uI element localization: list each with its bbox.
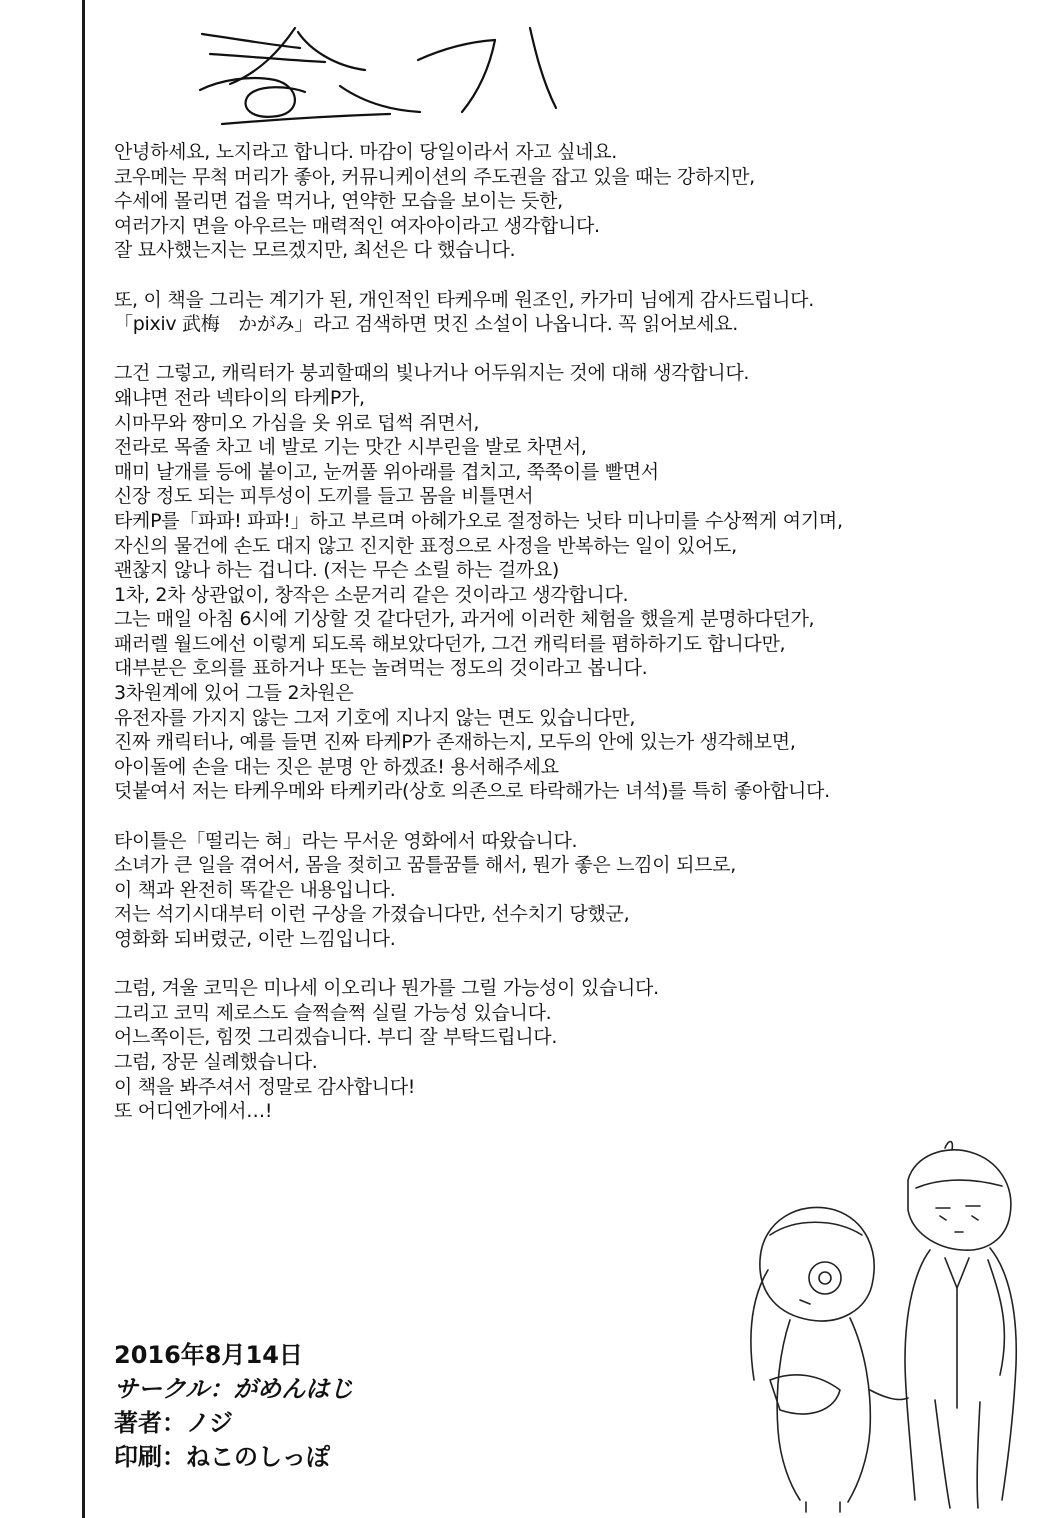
text-line: 전라로 목줄 차고 네 발로 기는 맛간 시부린을 발로 차면서, (114, 436, 587, 459)
text-line: 영화화 되버렸군, 이란 느낌입니다. (114, 928, 396, 950)
text-line: 진짜 캐릭터나, 예를 들면 진짜 타케P가 존재하는지, 모두의 안에 있는가 생각해보면, (114, 731, 796, 754)
text-line: 아이돌에 손을 대는 짓은 분명 안 하겠죠! 용서해주세요 (114, 755, 559, 778)
circle-name: サークル：がめんはじ (114, 1375, 354, 1403)
printer-name: 印刷：ねこのしっぽ (114, 1443, 330, 1471)
paragraph (114, 361, 914, 804)
text-line: 패러렐 월드에선 이렇게 되도록 해보았다던가, 그건 캐릭터를 폄하하기도 합니다만, (114, 632, 786, 655)
text-line: 이 책과 완전히 똑같은 내용입니다. (114, 878, 396, 901)
text-line: 코우메는 무척 머리가 좋아, 커뮤니케이션의 주도권을 잡고 있을 때는 강하지만, (114, 165, 755, 188)
text-line: 또, 이 책을 그리는 계기가 된, 개인적인 타케우메 원조인, 카가미 님에게 감사드립니다. (114, 288, 814, 311)
text-line: 잘 묘사했는지는 모르겠지만, 최선은 다 했습니다. (114, 239, 516, 262)
text-line: 자신의 물건에 손도 대지 않고 진지한 표정으로 사정을 반복하는 일이 있어도, (114, 534, 737, 557)
text-line: 대부분은 호의를 표하거나 또는 놀려먹는 정도의 것이라고 봅니다. (114, 657, 648, 680)
afterword-body (114, 140, 914, 1148)
text-line: 타이틀은「떨리는 혀」라는 무서운 영화에서 따왔습니다. (114, 829, 578, 852)
text-line: 「pixiv 武梅 かがみ」라고 검색하면 멋진 소설이 나옵니다. 꼭 읽어보세요. (114, 313, 738, 336)
paragraph (114, 829, 914, 952)
text-line: 어느쪽이든, 힘껏 그리겠습니다. 부디 잘 부탁드립니다. (114, 1026, 558, 1049)
text-line: 시마무와 쨩미오 가심을 옷 위로 덥썩 쥐면서, (114, 411, 480, 434)
author-name: 著者：ノジ (114, 1409, 234, 1437)
text-line: 괜찮지 않나 하는 겁니다. (저는 무슨 소릴 하는 걸까요) (114, 559, 560, 582)
text-line: 수세에 몰리면 겁을 먹거나, 연약한 모습을 보이는 듯한, (114, 190, 563, 213)
text-line: 3차원계에 있어 그들 2차원은 (114, 682, 354, 705)
handwritten-heading (190, 20, 570, 130)
text-line: 매미 날개를 등에 붙이고, 눈꺼풀 위아래를 겹치고, 쭉쭉이를 빨면서 (114, 460, 659, 483)
text-line: 그건 그렇고, 캐릭터가 붕괴할때의 빛나거나 어두워지는 것에 대해 생각합니다. (114, 362, 750, 385)
text-line: 덧붙여서 저는 타케우메와 타케키라(상호 의존으로 타락해가는 녀석)를 특히 좋아합니다. (114, 780, 830, 803)
text-line: 타케P를「파파! 파파!」하고 부르며 아헤가오로 절정하는 닛타 미나미를 수상쩍게 여기며, (114, 509, 843, 532)
text-line: 여러가지 면을 아우르는 매력적인 여자아이라고 생각합니다. (114, 214, 600, 237)
text-line: 1차, 2차 상관없이, 창작은 소문거리 같은 것이라고 생각합니다. (114, 583, 629, 606)
text-line: 신장 정도 되는 피투성이 도끼를 들고 몸을 비틀면서 (114, 485, 534, 508)
paragraph (114, 140, 914, 263)
text-line: 그럼, 장문 실례했습니다. (114, 1050, 318, 1073)
text-line: 왜냐면 전라 넥타이의 타케P가, (114, 386, 365, 409)
character-sketch-illustration (740, 1140, 1040, 1515)
text-line: 안녕하세요, 노지라고 합니다. 마감이 당일이라서 자고 싶네요. (114, 141, 618, 163)
paragraph (114, 976, 914, 1124)
text-line: 저는 석기시대부터 이런 구상을 가졌습니다만, 선수치기 당했군, (114, 903, 630, 926)
page-edge-rule (82, 0, 85, 1518)
paragraph (114, 288, 914, 337)
publication-date: 2016年8月14日 (114, 1341, 303, 1369)
colophon (114, 1338, 534, 1474)
text-line: 그는 매일 아침 6시에 기상할 것 같다던가, 과거에 이러한 체험을 했을게 분명하다던가, (114, 608, 815, 631)
text-line: 소녀가 큰 일을 겪어서, 몸을 젖히고 꿈틀꿈틀 해서, 뭔가 좋은 느낌이 되므로, (114, 854, 736, 877)
text-line: 그리고 코믹 제로스도 슬쩍슬쩍 실릴 가능성 있습니다. (114, 1001, 552, 1024)
text-line: 그럼, 겨울 코믹은 미나세 이오리나 뭔가를 그릴 가능성이 있습니다. (114, 977, 659, 1000)
text-line: 또 어디엔가에서…! (114, 1100, 273, 1123)
text-line: 이 책을 봐주셔서 정말로 감사합니다! (114, 1075, 416, 1098)
text-line: 유전자를 가지지 않는 그저 기호에 지나지 않는 면도 있습니다만, (114, 706, 636, 729)
